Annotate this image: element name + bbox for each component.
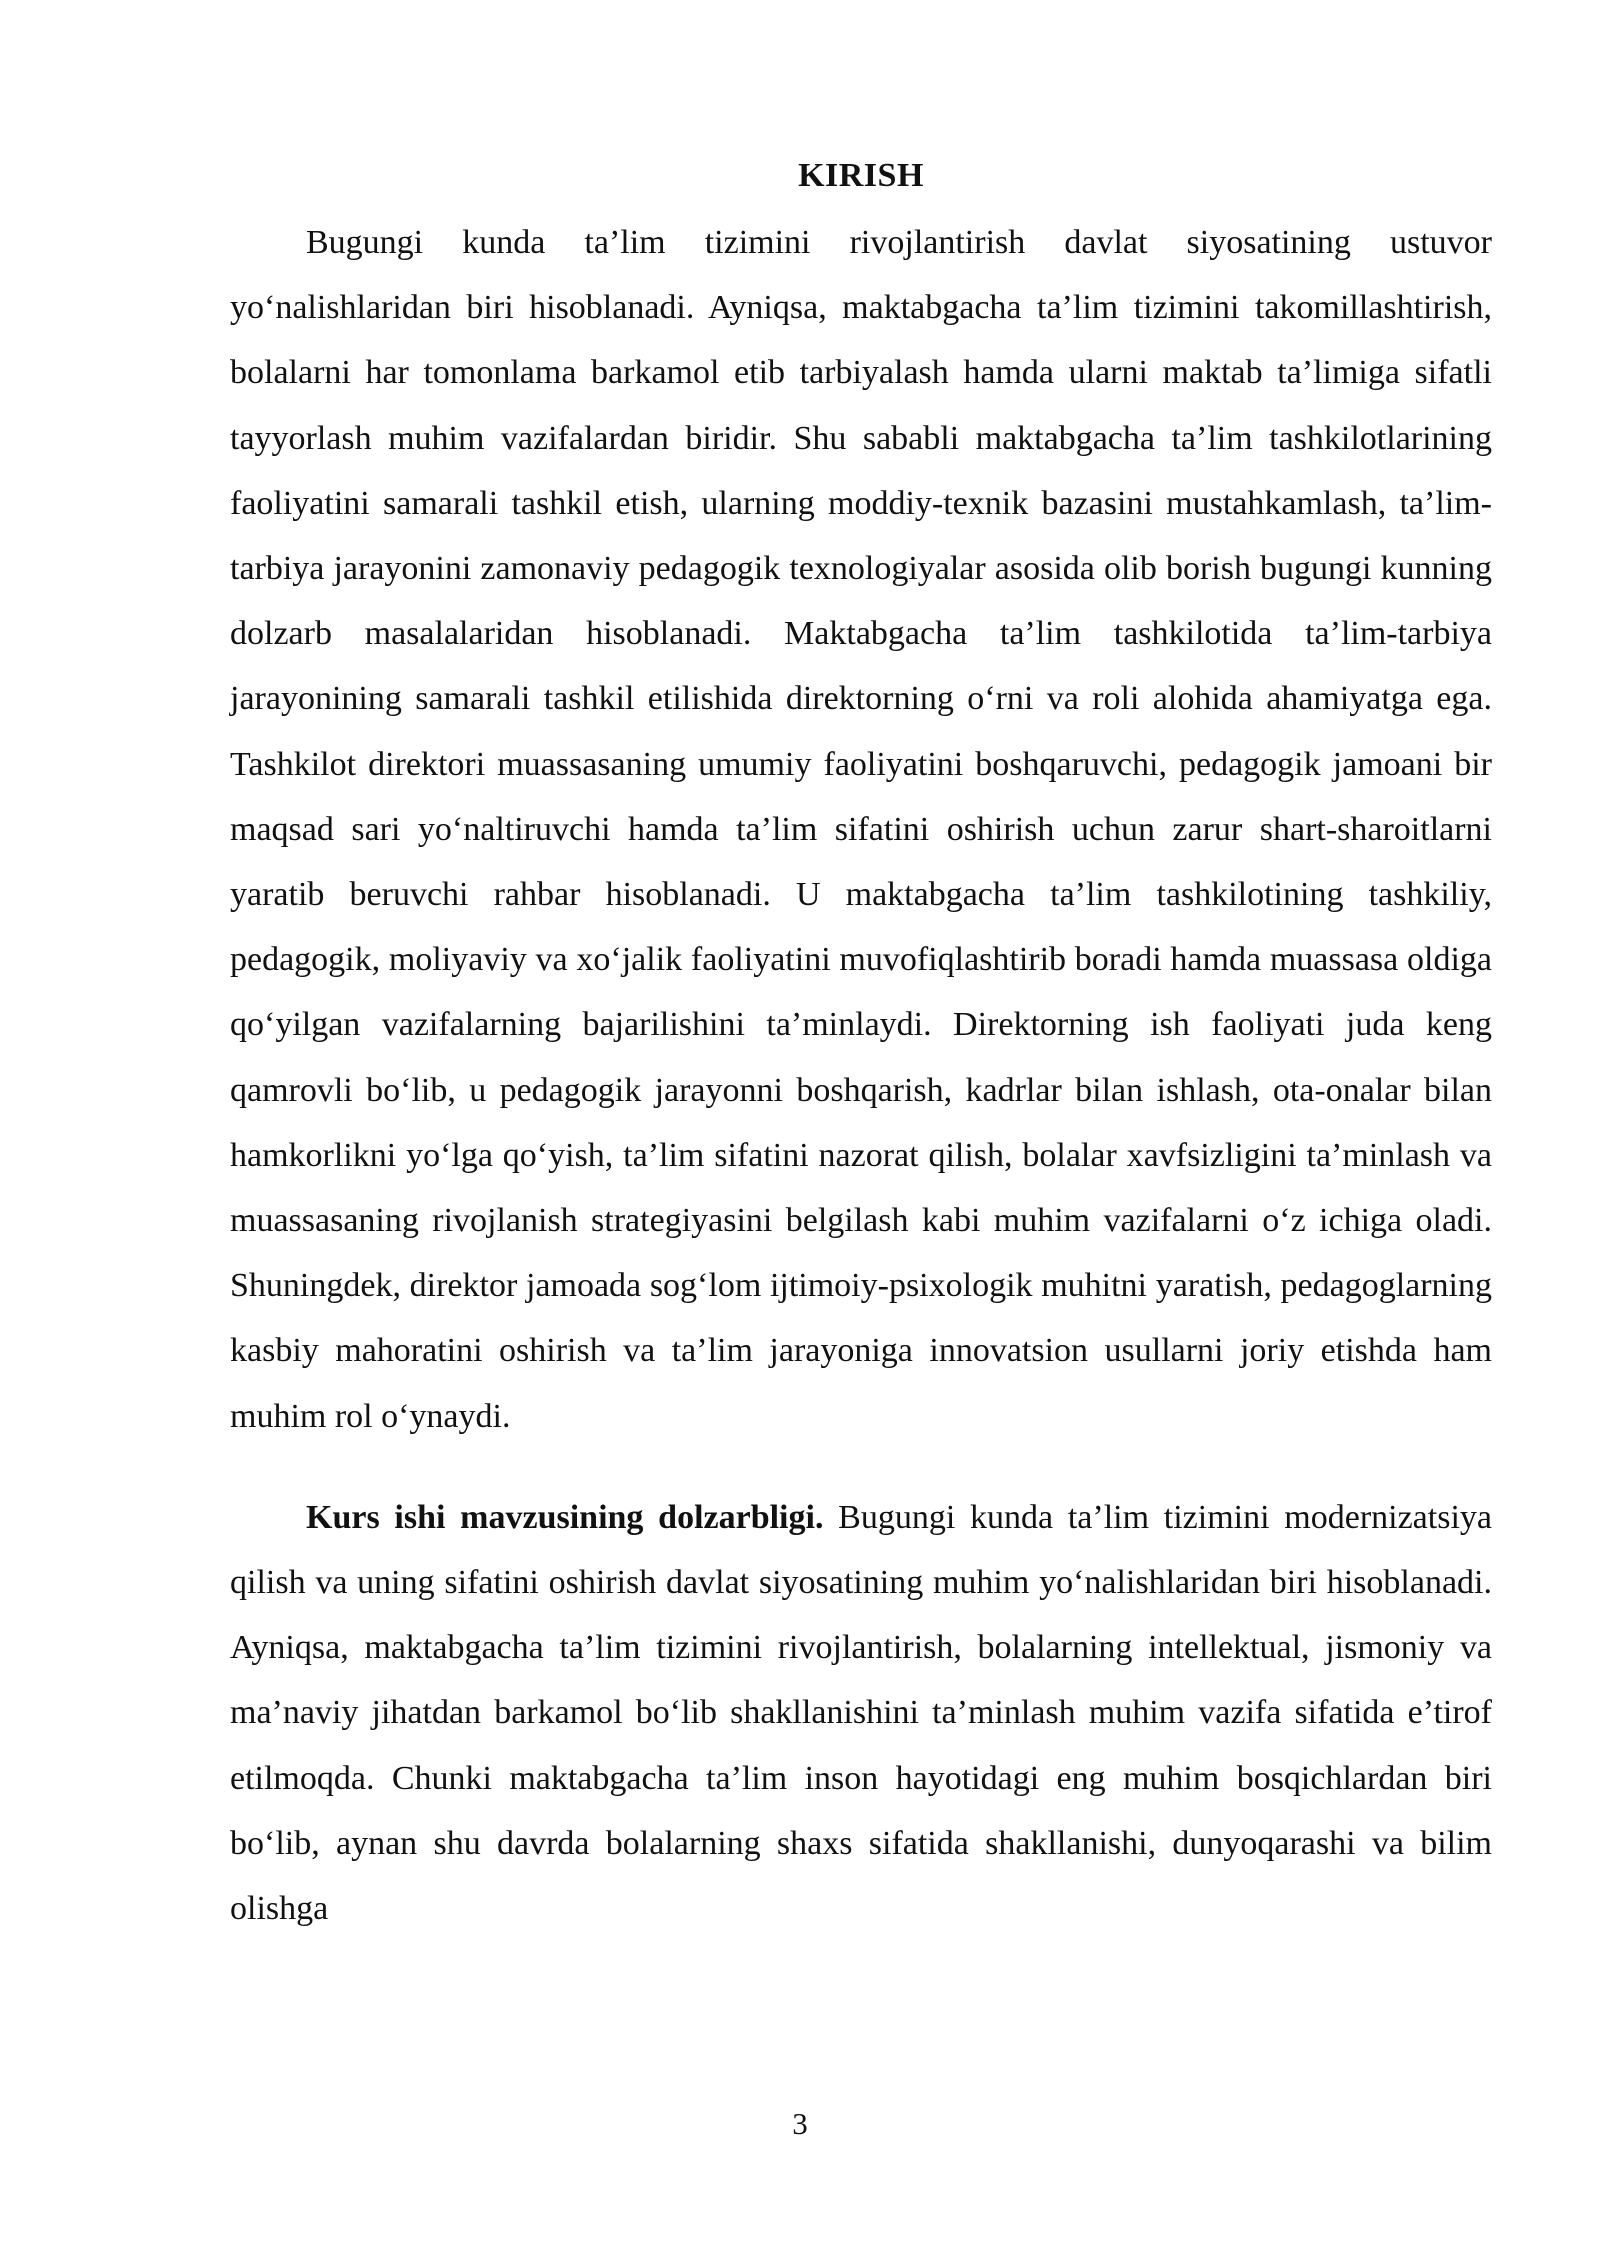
document-body [230, 148, 1492, 1941]
section-heading: KIRISH [798, 157, 924, 194]
page-number: 3 [792, 2106, 808, 2141]
intro-paragraph: Bugungi kunda ta’lim tizimini rivojlantirish davlat siyosatining ustuvor yo‘nalishlaridan biri hisoblanadi. Ayniqsa, maktabgacha ta’lim tizimini takomillashtirish, bolalarni har tomonlama barkamol etib tarbiyalash hamda ularni maktab ta’limiga sifatli tayyorlash muhim vazifalardan biridir. Shu sababli maktabgacha ta’lim tashkilotlarining faoliyatini samarali tashkil etish, ularning moddiy-texnik bazasini mustahkamlash, ta’lim-tarbiya jarayonini zamonaviy pedagogik texnologiyalar asosida olib borish bugungi kunning dolzarb masalalaridan hisoblanadi. Maktabgacha ta’lim tashkilotida ta’lim-tarbiya jarayonining samarali tashkil etilishida direktorning o‘rni va roli alohida ahamiyatga ega. Tashkilot direktori muassasaning umumiy faoliyatini boshqaruvchi, pedagogik jamoani bir maqsad sari yo‘naltiruvchi hamda ta’lim sifatini oshirish uchun zarur shart-sharoitlarni yaratib beruvchi rahbar hisoblanadi. U maktabgacha ta’lim tashkilotining tashkiliy, pedagogik, moliyaviy va xo‘jalik faoliyatini muvofiqlashtirib boradi hamda muassasa oldiga qo‘yilgan vazifalarning bajarilishini ta’minlaydi. Direktorning ish faoliyati juda keng qamrovli bo‘lib, u pedagogik jarayonni boshqarish, kadrlar bilan ishlash, ota-onalar bilan hamkorlikni yo‘lga qo‘yish, ta’lim sifatini nazorat qilish, bolalar xavfsizligini ta’minlash va muassasaning rivojlanish strategiyasini belgilash kabi muhim vazifalarni o‘z ichiga oladi. Shuningdek, direktor jamoada sog‘lom ijtimoiy-psixologik muhitni yaratish, pedagoglarning kasbiy mahoratini oshirish va ta’lim jarayoniga innovatsion usullarni joriy etishda ham muhim rol o‘ynaydi. [230, 224, 1492, 1435]
relevance-paragraph [230, 1485, 1492, 1941]
relevance-lead-text: Kurs ishi mavzusining dolzarbligi. [306, 1498, 824, 1536]
relevance-body-text: Bugungi kunda ta’lim tizimini modernizatsiya qilish va uning sifatini oshirish davlat siyosatining muhim yo‘nalishlaridan biri hisoblanadi. Ayniqsa, maktabgacha ta’lim tizimini rivojlantirish, bolalarning intellektual, jismoniy va ma’naviy jihatdan barkamol bo‘lib shakllanishini ta’minlash muhim vazifa sifatida e’tirof etilmoqda. Chunki maktabgacha ta’lim inson hayotidagi eng muhim bosqichlardan biri bo‘lib, aynan shu davrda bolalarning shaxs sifatida shakllanishi, dunyoqarashi va bilim olishga [230, 1498, 1492, 1928]
